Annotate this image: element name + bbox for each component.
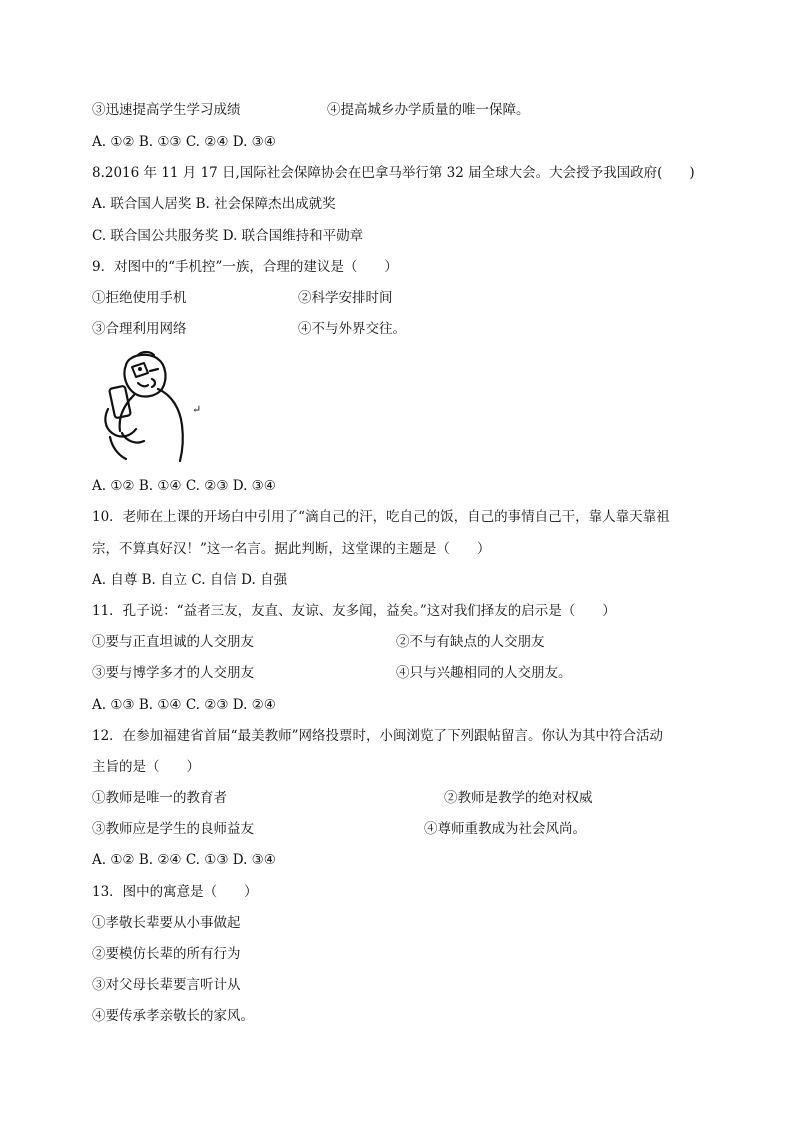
paragraph-mark: ↵ [192,403,202,416]
q9-option-3: ③合理利用网络 [92,321,187,337]
q8-stem: 8.2016 年 11 月 17 日,国际社会保障协会在巴拿马举行第 32 届全球大会。大会授予我国政府( ) [92,165,695,181]
phone-addict-illustration [98,349,198,467]
q11-option-4: ④只与兴趣相同的人交朋友。 [396,665,572,681]
q10-answers: A. 自尊 B. 自立 C. 自信 D. 自强 [92,572,288,588]
q11-answers: A. ①③ B. ①④ C. ②③ D. ②④ [92,697,276,713]
q11-option-2: ②不与有缺点的人交朋友 [396,634,545,650]
q11-stem: 11．孔子说：“益者三友，友直、友谅、友多闻，益矣。”这对我们择友的启示是（ ） [92,603,616,619]
q10-stem-line2: 宗，不算真好汉！”这一名言。据此判断，这堂课的主题是（ ） [92,541,491,557]
q13-stem: 13．图中的寓意是（ ） [92,884,258,900]
q8-options-ab: A. 联合国人居奖 B. 社会保障杰出成就奖 [92,196,336,212]
q13-option-2: ②要模仿长辈的所有行为 [92,946,241,962]
q9-stem: 9．对图中的“手机控”一族，合理的建议是（ ） [92,259,398,275]
q12-answers: A. ①② B. ②④ C. ①③ D. ③④ [92,852,276,868]
q10-stem-line1: 10．老师在上课的开场白中引用了“滴自己的汗，吃自己的饭，自己的事情自己干，靠人靠天靠祖 [92,509,670,525]
q12-stem-line2: 主旨的是（ ） [92,759,200,775]
q13-option-1: ①孝敬长辈要从小事做起 [92,915,241,931]
q9-option-2: ②科学安排时间 [298,290,393,306]
q9-option-1: ①拒绝使用手机 [92,290,187,306]
q12-option-4: ④尊师重教成为社会风尚。 [424,821,586,837]
q7-option-3: ③迅速提高学生学习成绩 [92,102,241,118]
q12-stem-line1: 12．在参加福建省首届“最美教师”网络投票时，小闽浏览了下列跟帖留言。你认为其中符合活动 [92,728,663,744]
q12-option-1: ①教师是唯一的教育者 [92,790,227,806]
q8-options-cd: C. 联合国公共服务奖 D. 联合国维持和平勋章 [92,228,364,244]
q9-answers: A. ①② B. ①④ C. ②③ D. ③④ [92,478,276,494]
q9-option-4: ④不与外界交往。 [298,321,406,337]
q13-option-4: ④要传承孝亲敬长的家风。 [92,1008,254,1024]
q11-option-1: ①要与正直坦诚的人交朋友 [92,634,254,650]
q7-option-4: ④提高城乡办学质量的唯一保障。 [327,102,530,118]
q13-option-3: ③对父母长辈要言听计从 [92,977,241,993]
q12-option-3: ③教师应是学生的良师益友 [92,821,254,837]
q7-answers: A. ①② B. ①③ C. ②④ D. ③④ [92,134,276,150]
q11-option-3: ③要与博学多才的人交朋友 [92,665,254,681]
q12-option-2: ②教师是教学的绝对权威 [444,790,593,806]
